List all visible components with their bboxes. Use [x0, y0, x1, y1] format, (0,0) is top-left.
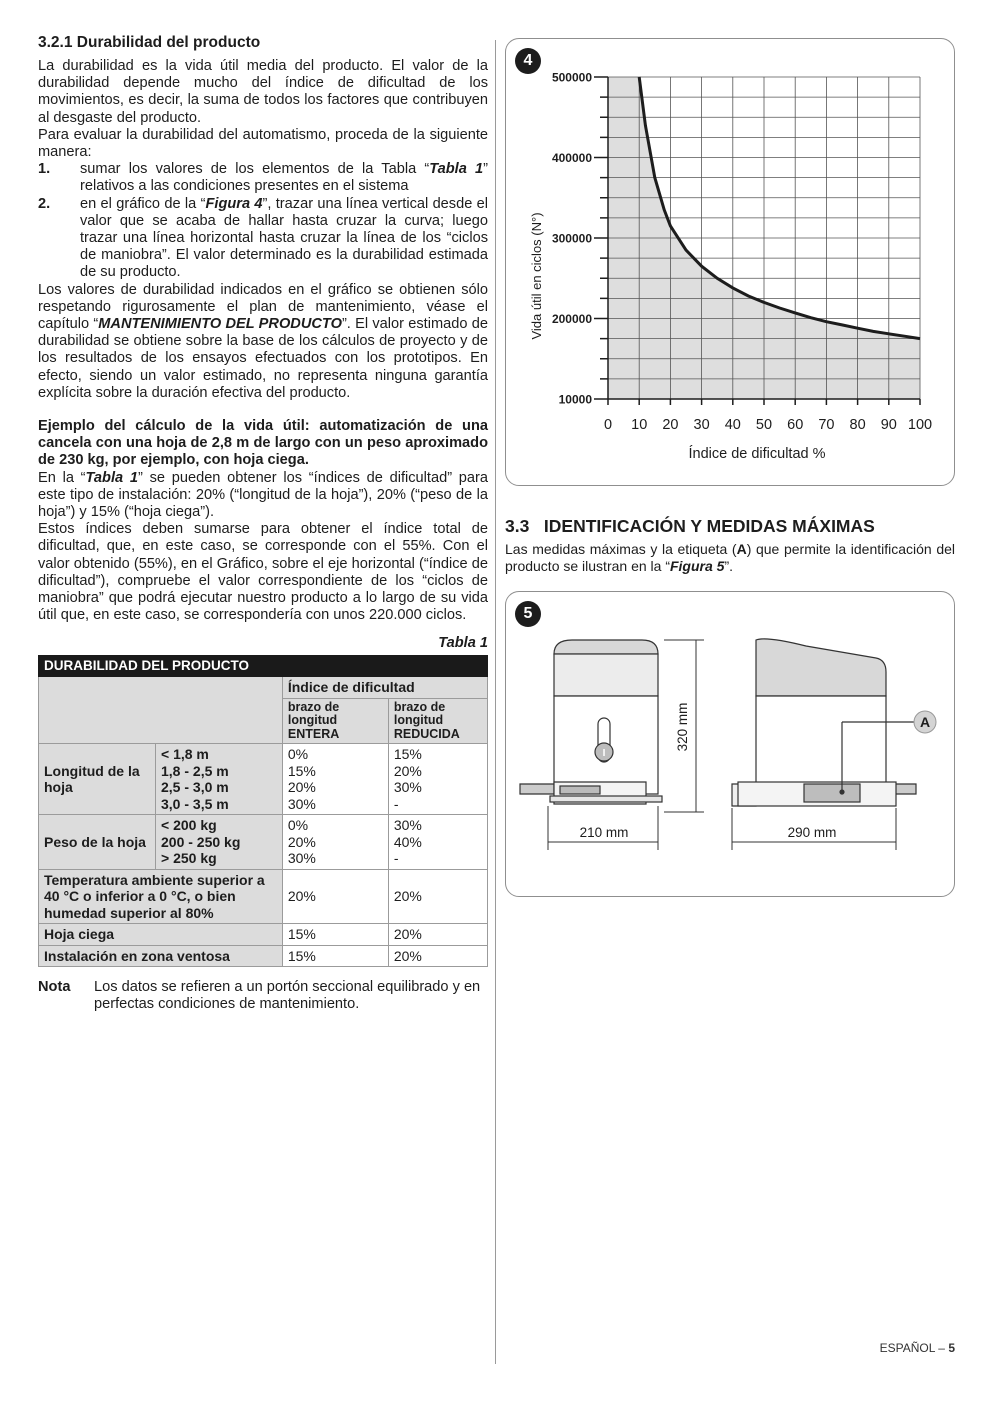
callout-label: A — [919, 714, 931, 730]
width-dimension-label: 290 mm — [787, 825, 837, 840]
table-header: DURABILIDAD DEL PRODUCTO — [39, 655, 488, 677]
paragraph: Los valores de durabilidad indicados en el gráfico se obtienen sólo respetando rigurosamente el plan de mantenimiento, véase el capítulo “MANTENIMIENTO DEL PRODUCTO”. El valor estimado de durabilidad se obtiene sobre la base de los cálculos de proyecto y de los resultados de los ensayos efectuados con los prototipos. En efecto, siendo un valor estimado, no representa ninguna garantía explícita sobre la duración efectiva del producto. — [38, 281, 488, 401]
table-cell: 20% — [282, 869, 388, 924]
page-number: 5 — [948, 1341, 955, 1355]
step-number: 1. — [38, 161, 51, 178]
index-header: Índice de dificultad — [282, 677, 487, 699]
figure-number-badge: 4 — [515, 48, 541, 74]
y-tick-label: 200000 — [551, 312, 592, 326]
x-tick-label: 70 — [818, 417, 835, 433]
x-tick-label: 30 — [693, 417, 710, 433]
x-axis — [604, 399, 932, 433]
y-tick-label: 300000 — [551, 231, 592, 246]
front-view — [520, 640, 662, 804]
x-tick-label: 60 — [787, 417, 804, 433]
x-tick-label: 80 — [849, 417, 866, 433]
table-cell: 0% 15% 20% 30% — [282, 744, 388, 815]
table-row — [39, 815, 488, 870]
x-tick-label: 50 — [755, 417, 773, 433]
table-cell: 15% — [282, 945, 388, 967]
section-title: 3.2.1 Durabilidad del producto — [38, 34, 261, 51]
table-cell: 0% 20% 30% — [282, 815, 388, 870]
right-column — [505, 38, 955, 897]
paragraph: Estos índices deben sumarse para obtener el índice total de dificultad, que, en este caso, se corresponde con el 55%. Con el valor obtenido (55%), en el Gráfico, sobre el eje horizontal (“índice de dificultad”), compruebe el valor correspondiente de los “ciclos de maniobra” que podrá ejecutar nuestro producto a lo largo de su vida útil que, en este caso, se correspondería con unos 220.000 ciclos. — [38, 521, 488, 624]
row-label: Instalación en zona ventosa — [39, 945, 283, 967]
note-text: Los datos se refieren a un portón seccional equilibrado y en perfectas condiciones de mantenimiento. — [94, 979, 481, 1013]
figure-4 — [505, 38, 955, 486]
y-tick-label: 10000 — [558, 392, 592, 407]
step-number: 2. — [38, 195, 51, 212]
list-item: 2. en el gráfico de la “Figura 4”, trazar una línea vertical desde el valor que se acaba de hallar hasta cruzar la curva; luego trazar una línea horizontal hasta cruzar la línea de los “ciclos de maniobra”. El valor determinado es la durabilidad estimada de su producto. — [38, 195, 489, 281]
table-cell: 20% — [388, 924, 487, 946]
column-header: brazo de longitud REDUCIDA — [388, 698, 487, 744]
row-label: Peso de la hoja — [39, 815, 156, 870]
row-label: Hoja ciega — [39, 924, 283, 946]
steps-list — [38, 161, 488, 281]
svg-text:I: I — [602, 748, 606, 759]
table-row — [39, 945, 488, 967]
table-row — [39, 869, 488, 924]
table-caption: Tabla 1 — [438, 634, 488, 651]
table-reference: Tabla 1 — [429, 161, 484, 178]
label-reference: A — [736, 541, 747, 557]
figure-reference: Figura 4 — [205, 195, 263, 212]
left-column — [38, 34, 488, 1013]
section-title: 3.3 IDENTIFICACIÓN Y MEDIDAS MÁXIMAS — [505, 516, 875, 536]
x-tick-label: 40 — [724, 417, 741, 433]
chapter-reference: MANTENIMIENTO DEL PRODUCTO — [98, 316, 342, 333]
figure-5 — [505, 591, 955, 897]
column-divider — [495, 40, 496, 1364]
paragraph: Para evaluar la durabilidad del automatismo, proceda de la siguiente manera: — [38, 126, 488, 161]
table-cell: 20% — [388, 945, 487, 967]
figure-reference: Figura 5 — [669, 558, 725, 574]
side-view — [732, 639, 916, 806]
table-cell: 15% 20% 30% - — [388, 744, 487, 815]
note — [38, 979, 488, 1013]
paragraph: En la “Tabla 1” se pueden obtener los “índices de dificultad” para este tipo de instalación: 20% (“longitud de la hoja”), 20% (“peso de la hoja”) y 15% (“hoja ciega”). — [38, 469, 488, 521]
y-tick-label: 400000 — [551, 151, 592, 165]
table-cell — [39, 677, 283, 744]
x-axis-label: Índice de dificultad % — [688, 446, 826, 462]
x-tick-label: 100 — [907, 417, 933, 433]
row-ranges: < 200 kg 200 - 250 kg > 250 kg — [156, 815, 283, 870]
paragraph: Las medidas máximas y la etiqueta (A) que permite la identificación del producto se ilustran en la “Figura 5”. — [505, 541, 956, 574]
y-axis-label: Vida útil en ciclos (N°) — [529, 212, 544, 340]
table-reference: Tabla 1 — [85, 469, 138, 486]
note-key: Nota — [38, 979, 71, 995]
x-tick-label: 20 — [662, 417, 679, 433]
page-footer: ESPAÑOL – 5 — [879, 1341, 955, 1355]
row-ranges: < 1,8 m 1,8 - 2,5 m 2,5 - 3,0 m 3,0 - 3,5 m — [156, 744, 283, 815]
row-label: Longitud de la hoja — [39, 744, 156, 815]
table-cell: 20% — [388, 869, 487, 924]
product-drawing — [506, 592, 954, 896]
paragraph: La durabilidad es la vida útil media del producto. El valor de la durabilidad depende mucho del índice de dificultad de los movimientos, es decir, la suma de todos los factores que contribuyen al desgaste del producto. — [38, 58, 488, 126]
table-cell: 15% — [282, 924, 388, 946]
example-title: Ejemplo del cálculo de la vida útil: automatización de una cancela con una hoja de 2,8 m de largo con un peso aproximado de 230 kg, por ejemplo, con hoja ciega. — [38, 418, 488, 469]
table-row — [39, 744, 488, 815]
table-row — [39, 924, 488, 946]
x-tick-label: 0 — [603, 417, 613, 433]
y-tick-label: 500000 — [551, 70, 592, 85]
column-header: brazo de longitud ENTERA — [282, 698, 388, 744]
x-tick-label: 10 — [631, 417, 648, 433]
height-dimension-label: 320 mm — [675, 702, 690, 752]
x-tick-label: 90 — [880, 417, 897, 433]
durability-table — [38, 655, 488, 968]
width-dimension-label: 210 mm — [579, 825, 629, 840]
table-cell: 30% 40% - — [388, 815, 487, 870]
durability-chart — [506, 39, 954, 485]
list-item: 1. sumar los valores de los elementos de la Tabla “Tabla 1” relativos a las condiciones presentes en el sistema — [38, 161, 488, 195]
figure-number-badge: 5 — [515, 601, 541, 627]
row-label: Temperatura ambiente superior a 40 °C o inferior a 0 °C, o bien humedad superior al 80% — [39, 869, 283, 924]
y-axis — [552, 71, 608, 407]
